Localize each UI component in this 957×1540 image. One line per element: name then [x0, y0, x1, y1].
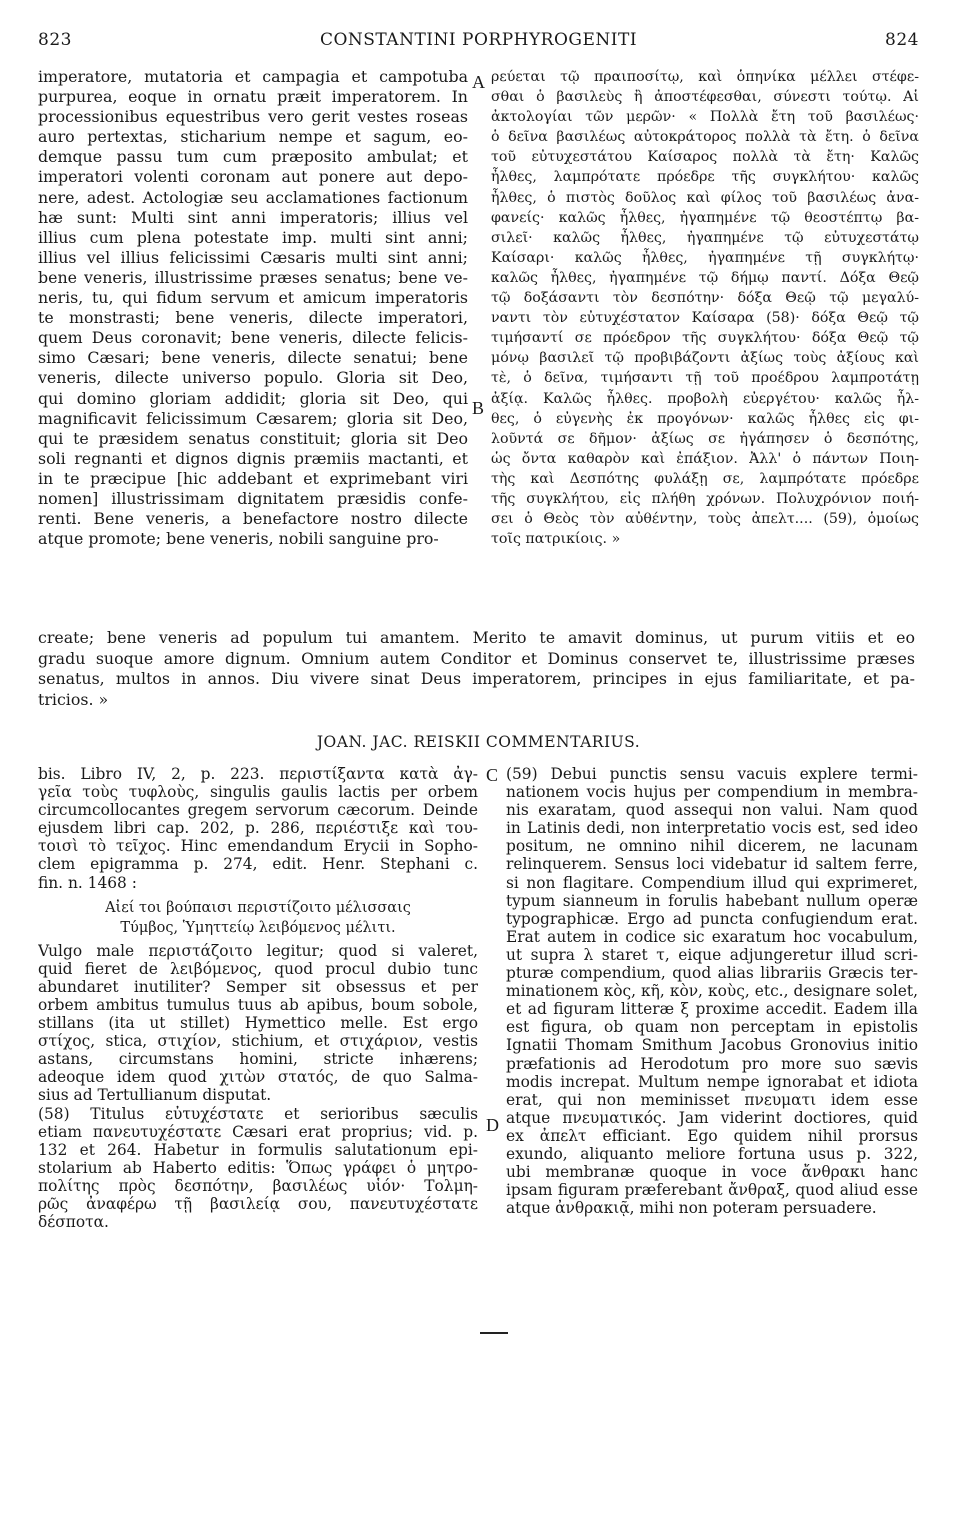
quoted-epigram: [38, 898, 478, 938]
text-line: gradu suoque amore dignum. Omnium autem Conditor et Dominus conservet te, illustrissime præses: [38, 648, 915, 668]
text-line: atque ἀνθρακιᾷ, mihi non poteram persuadere.: [506, 1199, 877, 1218]
text-line: imperatore, mutatoria et campagia et campotuba: [38, 67, 468, 86]
text-line: nomen] illustrissimam dignitatem præsidis confe-: [38, 488, 468, 508]
text-line: sius ad Tertullianum disputat.: [38, 1086, 272, 1105]
text-line: nis exaratam, quod assequi non valui. Nam quod: [506, 801, 918, 820]
text-line: (58) Titulus εὐτυχέστατε et serioribus sæculis: [38, 1104, 478, 1123]
full-width-text: [38, 628, 915, 710]
text-line: quid fieret de λειβόμενος, quod procul dubio tunc: [38, 959, 478, 978]
text-line: positum, ne omnino nihil dicerem, ne lacunam: [506, 837, 918, 856]
text-line: etiam πανευτυχέστατε Cæsari erat proprius; vid. p.: [38, 1122, 478, 1141]
text-line: processionibus equestribus vero gerit vestes roseas: [38, 107, 468, 127]
text-line: orbem ambitus tumulus tuus ab apibus, boum sobole,: [38, 995, 478, 1014]
text-line: imperatori volenti coronam aut ponere aut depo-: [38, 167, 468, 187]
text-line: erat, qui non meminisset πνευματι idem esse: [506, 1090, 918, 1109]
text-line: atque πνευματικός. Jam viderint doctiores, quid: [506, 1108, 918, 1127]
text-line: σει ὁ Θεὸς τὸν αὐθέντην, τοὺς ἀπελτ.... (59), ὁμοίως: [491, 511, 919, 528]
text-line: καλῶς ἦλθες, ἠγαπημένε τῷ δήμῳ παντί. Δόξα Θεῷ: [491, 269, 919, 286]
text-line: Erat autem in codice sic exaratum hoc vocabulum,: [506, 927, 918, 946]
text-line: φανείς· καλῶς ἦλθες, ἠγαπημένε τῷ θεοστέπτῳ βα-: [491, 209, 919, 226]
text-line: hæ sunt: Multi sint anni imperatoris; illius vel: [38, 207, 468, 227]
commentary-title: JOAN. JAC. REISKII COMMENTARIUS.: [316, 733, 641, 751]
text-line: ut supra λ staret τ, eique adjungeretur illud scri-: [506, 945, 918, 964]
text-line: ὁ δεῖνα βασιλέως αὐτοκράτορος πολλὰ τὰ ἔτη. ὁ δεῖνα: [491, 129, 919, 146]
text-line: atque promote; bene veneris, nobili sanguine pro-: [38, 529, 439, 549]
text-line: ipsam figuram præferebant ἄνθραξ, quod aliud esse: [506, 1181, 918, 1200]
text-line: ἦλθες, λαμπρότατε πρόεδρε τῆς συγκλήτου· καλῶς: [491, 169, 919, 186]
text-line: θες, ὁ εὐγενὴς ἐκ προγόνων· καλῶς ἦλθες εἰς φι-: [491, 410, 919, 427]
commentary-left-column: [38, 765, 478, 1231]
text-line: Ignatii Thomam Smithum Jacobus Gronovius initio: [506, 1036, 918, 1055]
text-line: præfationis ad Herodotum pro more suo sævis: [506, 1054, 918, 1073]
text-line: Vulgo male περιστάζοιτο legitur; quod si valeret,: [38, 941, 478, 960]
text-line: in Latinis dedi, non interpretatio vocis est, sed ideo: [506, 819, 918, 838]
text-line: nationem vocis hujus per compendium in membra-: [506, 783, 918, 802]
text-line: ναντι τὸν εὐτυχέστατον Καίσαρα (58)· δόξα Θεῷ τῷ: [491, 310, 919, 327]
text-line: astans, circumstans homini, stricte inhærens;: [38, 1050, 478, 1069]
text-line: ρεύεται τῷ πραιποσίτῳ, καὶ ὁπηνίκα μέλλει στέφε-: [491, 69, 919, 85]
text-line: τῆς συγκλήτου, εἰς πλήθη χρόνων. Πολυχρόνιον ποιή-: [491, 490, 919, 507]
text-line: circumcollocantes gregem servorum cæcorum. Deinde: [38, 801, 478, 820]
text-line: quem Deus coronavit; bene veneris, dilecte felicis-: [38, 328, 468, 348]
margin-marker-a: A: [472, 72, 485, 92]
text-line: illius cum plena potestate imp. multi sint anni;: [38, 227, 468, 247]
text-line: bene veneris, illustrissime præses senatus; bene ve-: [38, 267, 468, 287]
margin-marker-b: B: [472, 398, 485, 418]
text-line: abundaret inutiliter? Semper sit obsessus et per: [38, 977, 478, 996]
text-line: pturæ compendium, quod alias librariis Græcis ter-: [506, 964, 918, 983]
commentary-left-part-a: [38, 765, 478, 892]
commentary-right-column: [506, 765, 918, 1217]
text-line: qui te præsidem senatus constituit; gloria sit Deo: [38, 428, 468, 448]
text-line: τῷ δοξάσαντι τὸν δεσπότην· δόξα Θεῷ τῷ μεγαλύ-: [491, 290, 919, 307]
margin-marker-c: C: [486, 765, 499, 785]
text-line: δέσποτα.: [38, 1213, 109, 1232]
text-line: ἀκτολογίαι τῶν μερῶν· « Πολλὰ ἔτη τοῦ βασιλέως·: [491, 109, 919, 126]
text-line: ἀξίᾳ. Καλῶς ἦλθες. προβολὴ εὐεργέτου· καλῶς ἦλ-: [491, 390, 919, 407]
text-line: qui domino gloriam addidit; gloria sit Deo, qui: [38, 388, 468, 408]
text-line: τιμήσαντί σε πρόεδρον τῆς συγκλήτου· δόξα Θεῷ τῷ: [491, 330, 919, 347]
text-line: create; bene veneris ad populum tui amantem. Merito te amavit dominus, ut purum vitiis et eo: [38, 628, 915, 647]
text-line: si non flagitare. Compendium illud qui exprimeret,: [506, 873, 918, 892]
text-line: γεῖα τοὺς τυφλοὺς, singulis gaulis lactis per orbem: [38, 783, 478, 802]
running-header: [38, 30, 919, 54]
page-number-right: 824: [885, 30, 919, 50]
text-line: magnificavit felicissimum Cæsarem; gloria sit Deo,: [38, 408, 468, 428]
text-line: τοῖς πατρικίοις. »: [491, 531, 621, 548]
text-line: est figura, ob quam non perceptam in epistolis: [506, 1018, 918, 1037]
text-line: purpurea, eoque in ornatu præit imperatorem. In: [38, 87, 468, 107]
text-line: fin. n. 1468 :: [38, 873, 137, 892]
text-line: typographicæ. Ergo ad puncta confugiendum erat.: [506, 909, 918, 928]
commentary-left-part-b: [38, 942, 478, 1232]
text-line: ex ἀπελτ efficiant. Ego quidem nihil prorsus: [506, 1126, 918, 1145]
text-line: λοῦντά σε δῆμον· ἀξίως σε ἠγάπησεν ὁ δεσπότης,: [491, 430, 919, 447]
text-line: exundo, aliquanto meliore fortuna usus p. 322,: [506, 1144, 918, 1163]
margin-marker-d: D: [486, 1115, 499, 1135]
text-line: auro pertextas, sticharium nempe et sagum, eo-: [38, 127, 468, 147]
text-line: clem epigramma p. 274, edit. Henr. Stephani c.: [38, 855, 478, 874]
text-line: modis increpat. Multum nempe ignorabat et idiota: [506, 1072, 918, 1091]
text-line: adeoque idem quod χιτὼν στατός, de quo Salma-: [38, 1068, 478, 1087]
verse-line: Τύμβος, Ὑμηττείῳ λειβόμενος μέλιτι.: [120, 919, 396, 936]
text-line: stolarium ab Haberto editis: Ὅπως γράφει ὁ μητρο-: [38, 1158, 478, 1177]
text-line: ρῶς ἀναφέρω τῇ βασιλείᾳ σου, πανευτυχέστατε: [38, 1194, 478, 1213]
running-title: CONSTANTINI PORPHYROGENITI: [319, 30, 638, 50]
text-line: bis. Libro IV, 2, p. 223. περιστίξαντα κατὰ ἀγ-: [38, 765, 478, 783]
text-line: demque passu tum cum præposito ambulat; et: [38, 147, 468, 167]
text-line: stillans (ita ut stillet) Hymettico melle. Est ergo: [38, 1014, 478, 1033]
text-line: τὴς καὶ Δεσπότης φυλάξῃ σε, λαμπρότατε πρόεδρε: [491, 470, 919, 487]
text-line: ubi membranæ quoque in voce ἄνθρακι hanc: [506, 1163, 918, 1182]
text-line: τοισὶ τὸ τεῖχος. Hinc emendandum Erycii in Sopho-: [38, 837, 478, 856]
text-line: 132 et 264. Habetur in formulis salutationum epi-: [38, 1140, 478, 1159]
text-line: στίχος, stica, στιχίον, stichium, et στιχάριον, vestis: [38, 1032, 478, 1051]
text-line: simo Cæsari; bene veneris, dilecte senatui; bene: [38, 348, 468, 368]
text-line: et ad figuram litteræ ξ proxime accedit. Eadem illa: [506, 1000, 918, 1019]
verse-line: Αἰεί τοι βούπαισι περιστίζοιτο μέλισσαις: [105, 899, 411, 916]
text-line: te monstrasti; bene veneris, dilecte imperatori,: [38, 308, 468, 328]
text-line: minationem κὸς, κῆ, κὸν, κοὺς, etc., designare solet,: [506, 982, 918, 1001]
text-line: senatus, multos in annos. Diu vivere sinat Deus imperatorem, principes in ejus familiaritate, et pa-: [38, 669, 915, 688]
text-line: nere, adest. Actologiæ seu acclamationes factionum: [38, 187, 468, 207]
text-line: relinquerem. Sensus loci videbatur id saltem ferre,: [506, 855, 918, 874]
text-line: renti. Bene veneris, a benefactore nostro dilecte: [38, 509, 468, 529]
text-line: ἦλθες, ὁ πιστὸς δοῦλος καὶ φίλος τοῦ βασιλέως ἀνα-: [491, 189, 919, 206]
text-line: veneris, dilecte universo populo. Gloria sit Deo,: [38, 368, 468, 388]
text-line: Καίσαρι· καλῶς ἦλθες, ἠγαπημένε τῇ συγκλήτῳ·: [491, 249, 919, 266]
text-line: typum sianneum in forulis habebant nullum operæ: [506, 891, 918, 910]
text-line: in te præcipue [hic addebant et exprimebant viri: [38, 468, 468, 488]
latin-text-column: [38, 67, 468, 549]
text-line: (59) Debui punctis sensu vacuis explere termi-: [506, 765, 918, 783]
text-line: tricios. »: [38, 689, 109, 709]
text-line: σιλεῖ· καλῶς ἦλθες, ἠγαπημένε τῷ εὐτυχεστάτῳ: [491, 229, 919, 246]
text-line: σθαι ὁ βασιλεὺς ἢ ἀποστέφεσθαι, σύνεστι τούτῳ. Αἱ: [491, 89, 919, 106]
text-line: τοῦ εὐτυχεστάτου Καίσαρος πολλὰ τὰ ἔτη· Καλῶς: [491, 149, 919, 166]
text-line: τὲ, ὁ δεῖνα, τιμήσαντι τῇ τοῦ προέδρου λαμπροτάτῃ: [491, 370, 919, 387]
text-line: illius vel illius felicissimi Cæsaris multi sint anni;: [38, 247, 468, 267]
page-number-left: 823: [38, 30, 72, 50]
text-line: neris, tu, qui fidum servum et amicum imperatoris: [38, 288, 468, 308]
text-line: soli regnanti et dignos dignis præmiis mactanti, et: [38, 448, 468, 468]
text-line: ὡς ὄντα καθαρὸν καὶ ἐπάξιον. Ἀλλ' ὁ πάντων Ποιη-: [491, 450, 919, 467]
text-line: πολίτης πρὸς δεσπότην, βασιλέως υἱόν· Τολμη-: [38, 1176, 478, 1195]
greek-text-column: [491, 67, 919, 549]
footer-rule: [480, 1332, 508, 1334]
text-line: ejusdem libri cap. 202, p. 286, περιέστιξε καὶ του-: [38, 819, 478, 838]
text-line: μόνῳ βασιλεῖ τῷ προβιβάζοντι ἀξίως τοὺς ἀξίους καὶ: [491, 350, 919, 367]
